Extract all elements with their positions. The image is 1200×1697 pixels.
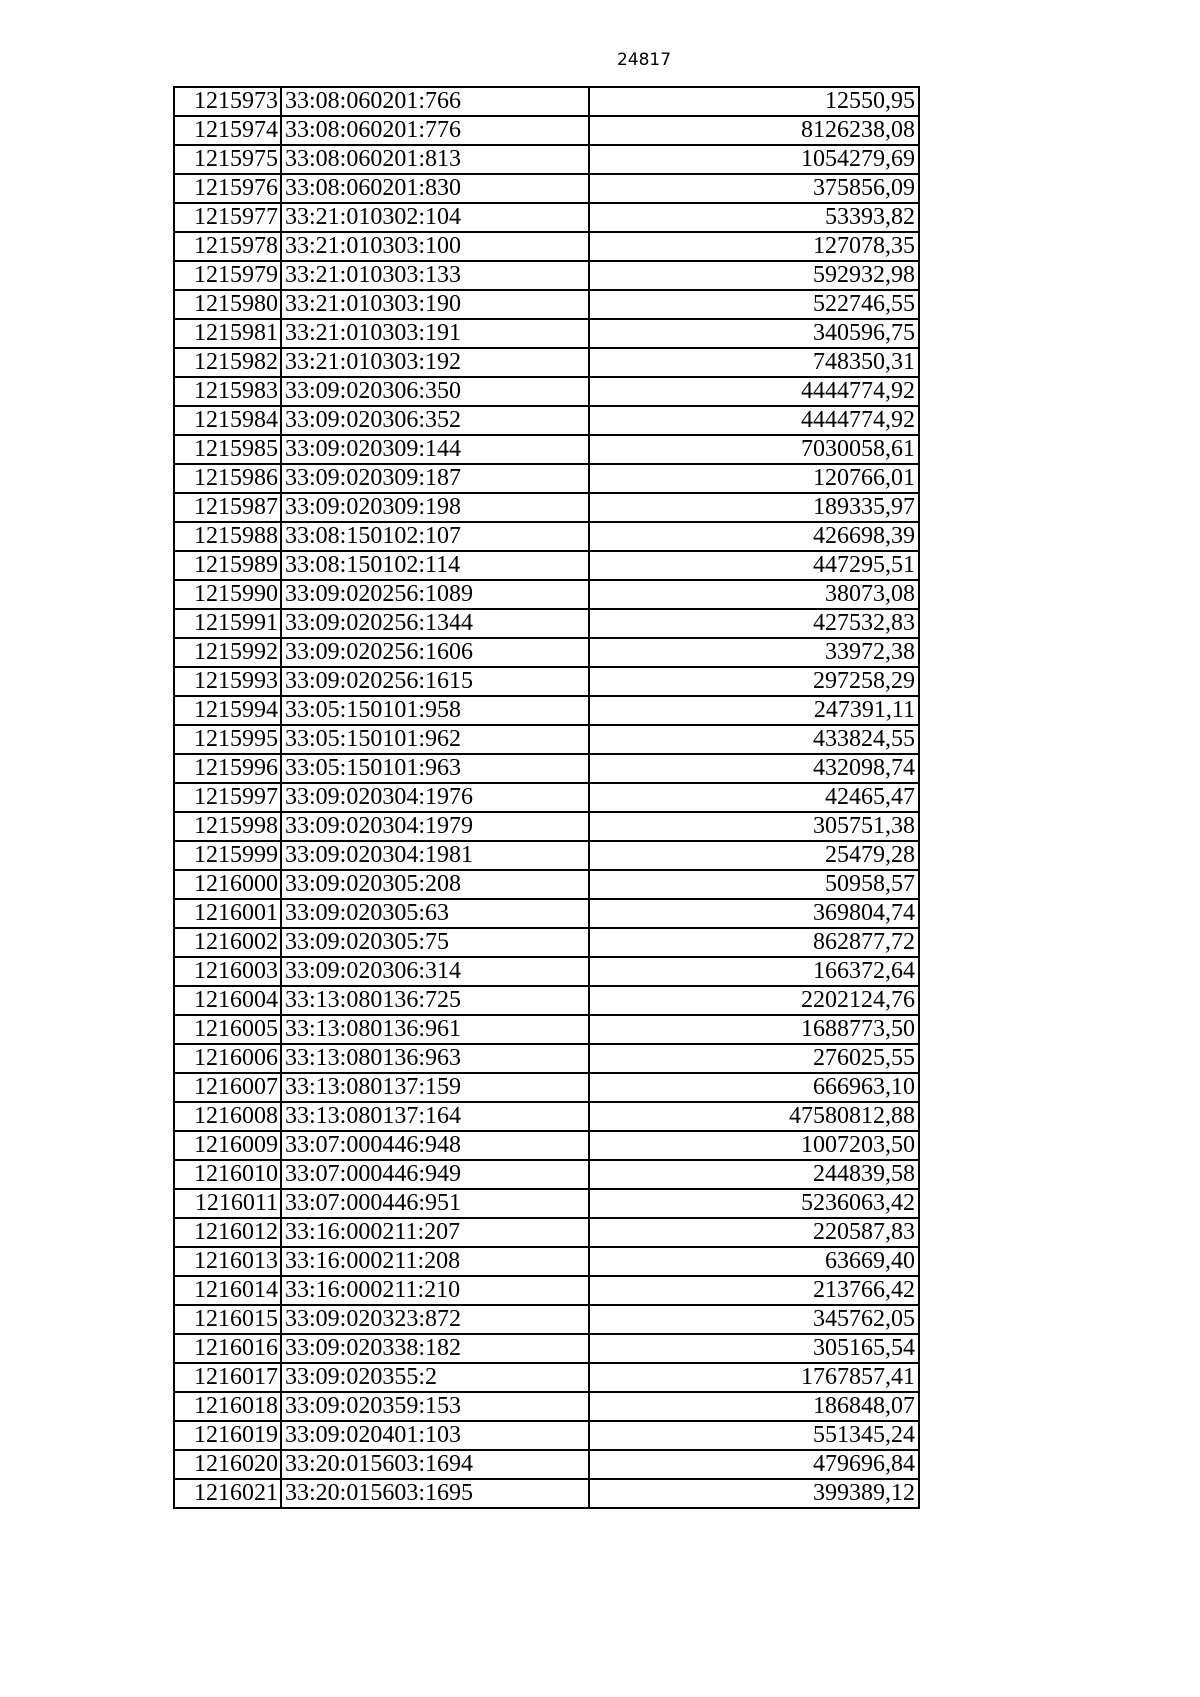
table-row [174,1363,919,1392]
cadastral-value-cell: 186848,07 [589,1392,919,1421]
table-row [174,551,919,580]
cadastral-number-cell: 33:09:020323:872 [281,1305,589,1334]
row-id-cell: 1215976 [174,174,281,203]
table-row [174,1247,919,1276]
row-id-cell: 1216002 [174,928,281,957]
row-id-cell: 1216008 [174,1102,281,1131]
cadastral-value-cell: 666963,10 [589,1073,919,1102]
row-id-cell: 1215992 [174,638,281,667]
cadastral-number-cell: 33:09:020256:1606 [281,638,589,667]
cadastral-number-cell: 33:09:020256:1344 [281,609,589,638]
cadastral-number-cell: 33:09:020338:182 [281,1334,589,1363]
table-row [174,290,919,319]
cadastral-number-cell: 33:09:020304:1976 [281,783,589,812]
table-row [174,493,919,522]
table-row [174,667,919,696]
row-id-cell: 1216005 [174,1015,281,1044]
table-row [174,435,919,464]
cadastral-value-cell: 25479,28 [589,841,919,870]
table-row [174,406,919,435]
row-id-cell: 1216012 [174,1218,281,1247]
table-row [174,1102,919,1131]
cadastral-number-cell: 33:09:020355:2 [281,1363,589,1392]
table-row [174,116,919,145]
cadastral-number-cell: 33:09:020304:1981 [281,841,589,870]
cadastral-value-cell: 345762,05 [589,1305,919,1334]
table-row [174,870,919,899]
table-row [174,899,919,928]
cadastral-value-cell: 53393,82 [589,203,919,232]
table-row [174,232,919,261]
row-id-cell: 1216007 [174,1073,281,1102]
cadastral-number-cell: 33:09:020309:144 [281,435,589,464]
cadastral-value-cell: 50958,57 [589,870,919,899]
cadastral-number-cell: 33:05:150101:958 [281,696,589,725]
table-row [174,928,919,957]
table-row [174,87,919,116]
cadastral-value-cell: 375856,09 [589,174,919,203]
cadastral-number-cell: 33:13:080136:961 [281,1015,589,1044]
cadastral-number-cell: 33:21:010303:192 [281,348,589,377]
cadastral-number-cell: 33:13:080136:963 [281,1044,589,1073]
cadastral-number-cell: 33:09:020306:350 [281,377,589,406]
row-id-cell: 1215983 [174,377,281,406]
row-id-cell: 1216021 [174,1479,281,1508]
cadastral-value-cell: 7030058,61 [589,435,919,464]
table-row [174,783,919,812]
row-id-cell: 1216006 [174,1044,281,1073]
table-row [174,1218,919,1247]
cadastral-value-cell: 2202124,76 [589,986,919,1015]
table-row [174,522,919,551]
row-id-cell: 1215982 [174,348,281,377]
row-id-cell: 1216017 [174,1363,281,1392]
cadastral-number-cell: 33:05:150101:962 [281,725,589,754]
cadastral-value-cell: 522746,55 [589,290,919,319]
cadastral-value-cell: 4444774,92 [589,377,919,406]
cadastral-number-cell: 33:07:000446:951 [281,1189,589,1218]
cadastral-table-container [173,86,920,1509]
table-row [174,1276,919,1305]
cadastral-value-cell: 244839,58 [589,1160,919,1189]
table-row [174,696,919,725]
cadastral-number-cell: 33:09:020401:103 [281,1421,589,1450]
table-row [174,1189,919,1218]
cadastral-number-cell: 33:13:080137:159 [281,1073,589,1102]
cadastral-number-cell: 33:09:020305:208 [281,870,589,899]
cadastral-value-cell: 1688773,50 [589,1015,919,1044]
cadastral-value-cell: 5236063,42 [589,1189,919,1218]
cadastral-number-cell: 33:05:150101:963 [281,754,589,783]
row-id-cell: 1216010 [174,1160,281,1189]
cadastral-number-cell: 33:16:000211:207 [281,1218,589,1247]
table-row [174,638,919,667]
cadastral-number-cell: 33:09:020309:187 [281,464,589,493]
table-row [174,348,919,377]
row-id-cell: 1215980 [174,290,281,319]
table-row [174,957,919,986]
table-row [174,377,919,406]
table-row [174,812,919,841]
cadastral-value-cell: 369804,74 [589,899,919,928]
row-id-cell: 1215993 [174,667,281,696]
table-row [174,319,919,348]
cadastral-number-cell: 33:08:060201:776 [281,116,589,145]
cadastral-value-cell: 47580812,88 [589,1102,919,1131]
cadastral-value-cell: 426698,39 [589,522,919,551]
cadastral-number-cell: 33:08:150102:114 [281,551,589,580]
cadastral-number-cell: 33:13:080136:725 [281,986,589,1015]
cadastral-number-cell: 33:08:060201:813 [281,145,589,174]
cadastral-value-cell: 551345,24 [589,1421,919,1450]
table-row [174,1334,919,1363]
cadastral-value-cell: 340596,75 [589,319,919,348]
row-id-cell: 1215996 [174,754,281,783]
table-row [174,580,919,609]
cadastral-number-cell: 33:21:010303:190 [281,290,589,319]
cadastral-number-cell: 33:08:060201:830 [281,174,589,203]
cadastral-number-cell: 33:09:020305:75 [281,928,589,957]
cadastral-value-cell: 4444774,92 [589,406,919,435]
cadastral-value-cell: 447295,51 [589,551,919,580]
table-row [174,261,919,290]
cadastral-value-cell: 8126238,08 [589,116,919,145]
row-id-cell: 1215973 [174,87,281,116]
cadastral-number-cell: 33:09:020306:352 [281,406,589,435]
cadastral-value-cell: 432098,74 [589,754,919,783]
table-body [174,87,919,1508]
cadastral-value-cell: 247391,11 [589,696,919,725]
row-id-cell: 1216004 [174,986,281,1015]
cadastral-value-cell: 427532,83 [589,609,919,638]
cadastral-number-cell: 33:07:000446:948 [281,1131,589,1160]
cadastral-value-cell: 33972,38 [589,638,919,667]
cadastral-value-cell: 276025,55 [589,1044,919,1073]
table-row [174,1392,919,1421]
cadastral-number-cell: 33:21:010303:191 [281,319,589,348]
table-row [174,725,919,754]
cadastral-value-cell: 120766,01 [589,464,919,493]
table-row [174,841,919,870]
cadastral-value-cell: 63669,40 [589,1247,919,1276]
table-row [174,754,919,783]
cadastral-value-cell: 297258,29 [589,667,919,696]
row-id-cell: 1215997 [174,783,281,812]
table-row [174,1450,919,1479]
row-id-cell: 1215985 [174,435,281,464]
row-id-cell: 1215989 [174,551,281,580]
cadastral-number-cell: 33:16:000211:210 [281,1276,589,1305]
row-id-cell: 1215978 [174,232,281,261]
cadastral-number-cell: 33:09:020359:153 [281,1392,589,1421]
cadastral-value-cell: 433824,55 [589,725,919,754]
cadastral-value-table [173,86,920,1509]
cadastral-number-cell: 33:09:020306:314 [281,957,589,986]
cadastral-value-cell: 305165,54 [589,1334,919,1363]
row-id-cell: 1216003 [174,957,281,986]
row-id-cell: 1216020 [174,1450,281,1479]
page-number: 24817 [616,50,672,70]
table-row [174,1160,919,1189]
table-row [174,1015,919,1044]
table-row [174,464,919,493]
row-id-cell: 1215999 [174,841,281,870]
table-row [174,1421,919,1450]
cadastral-value-cell: 1767857,41 [589,1363,919,1392]
row-id-cell: 1216011 [174,1189,281,1218]
table-row [174,203,919,232]
row-id-cell: 1215986 [174,464,281,493]
cadastral-number-cell: 33:09:020256:1615 [281,667,589,696]
cadastral-value-cell: 38073,08 [589,580,919,609]
cadastral-value-cell: 42465,47 [589,783,919,812]
table-row [174,609,919,638]
row-id-cell: 1215991 [174,609,281,638]
table-row [174,1044,919,1073]
row-id-cell: 1216013 [174,1247,281,1276]
table-row [174,145,919,174]
cadastral-number-cell: 33:07:000446:949 [281,1160,589,1189]
cadastral-number-cell: 33:09:020256:1089 [281,580,589,609]
row-id-cell: 1216000 [174,870,281,899]
table-row [174,986,919,1015]
row-id-cell: 1215998 [174,812,281,841]
cadastral-value-cell: 220587,83 [589,1218,919,1247]
row-id-cell: 1215975 [174,145,281,174]
cadastral-number-cell: 33:13:080137:164 [281,1102,589,1131]
cadastral-number-cell: 33:20:015603:1694 [281,1450,589,1479]
cadastral-number-cell: 33:09:020304:1979 [281,812,589,841]
row-id-cell: 1215979 [174,261,281,290]
row-id-cell: 1215994 [174,696,281,725]
cadastral-number-cell: 33:08:150102:107 [281,522,589,551]
row-id-cell: 1216016 [174,1334,281,1363]
row-id-cell: 1215990 [174,580,281,609]
cadastral-value-cell: 1007203,50 [589,1131,919,1160]
table-row [174,1131,919,1160]
row-id-cell: 1216019 [174,1421,281,1450]
cadastral-value-cell: 1054279,69 [589,145,919,174]
row-id-cell: 1215995 [174,725,281,754]
row-id-cell: 1216018 [174,1392,281,1421]
cadastral-value-cell: 748350,31 [589,348,919,377]
row-id-cell: 1216001 [174,899,281,928]
row-id-cell: 1215974 [174,116,281,145]
row-id-cell: 1215988 [174,522,281,551]
row-id-cell: 1216014 [174,1276,281,1305]
cadastral-number-cell: 33:21:010303:133 [281,261,589,290]
table-row [174,1479,919,1508]
row-id-cell: 1215977 [174,203,281,232]
row-id-cell: 1216015 [174,1305,281,1334]
cadastral-value-cell: 213766,42 [589,1276,919,1305]
cadastral-value-cell: 127078,35 [589,232,919,261]
table-row [174,1073,919,1102]
row-id-cell: 1215987 [174,493,281,522]
cadastral-number-cell: 33:09:020305:63 [281,899,589,928]
table-row [174,1305,919,1334]
table-row [174,174,919,203]
cadastral-value-cell: 862877,72 [589,928,919,957]
cadastral-value-cell: 305751,38 [589,812,919,841]
cadastral-number-cell: 33:08:060201:766 [281,87,589,116]
cadastral-value-cell: 166372,64 [589,957,919,986]
cadastral-number-cell: 33:16:000211:208 [281,1247,589,1276]
row-id-cell: 1215981 [174,319,281,348]
cadastral-value-cell: 592932,98 [589,261,919,290]
cadastral-number-cell: 33:21:010303:100 [281,232,589,261]
cadastral-number-cell: 33:20:015603:1695 [281,1479,589,1508]
cadastral-number-cell: 33:21:010302:104 [281,203,589,232]
cadastral-value-cell: 479696,84 [589,1450,919,1479]
row-id-cell: 1216009 [174,1131,281,1160]
cadastral-value-cell: 189335,97 [589,493,919,522]
cadastral-value-cell: 399389,12 [589,1479,919,1508]
cadastral-value-cell: 12550,95 [589,87,919,116]
row-id-cell: 1215984 [174,406,281,435]
cadastral-number-cell: 33:09:020309:198 [281,493,589,522]
